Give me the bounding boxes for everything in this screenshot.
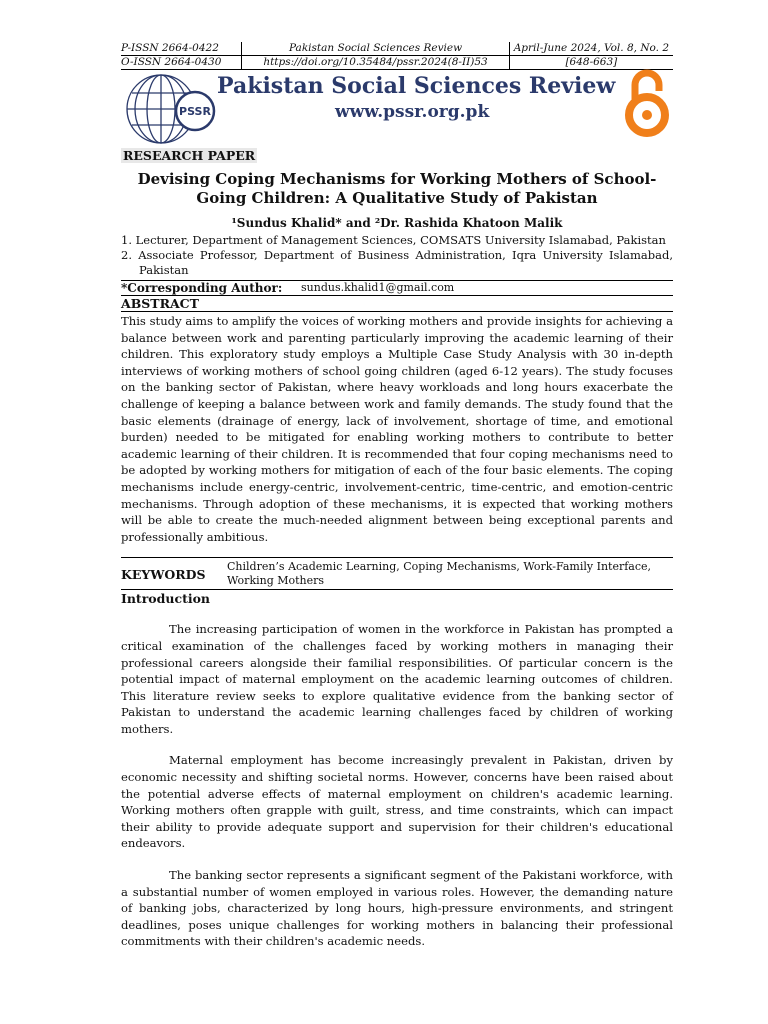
body-paragraph: The increasing participation of women in the workforce in Pakistan has prompted a critical examination of the challenges faced by working mothers in managing their professional careers alongside their familial responsibilities. Of particular concern is the potential impact of maternal employment on the academic learning outcomes of children. This literature review seeks to explore qualitative evidence from the banking sector of Pakistan to understand the academic learning challenges faced by children of working mothers.: [121, 622, 673, 736]
journal-short-name: Pakistan Social Sciences Review: [242, 42, 509, 56]
introduction-heading: Introduction: [121, 589, 673, 607]
journal-title: Pakistan Social Sciences Review: [217, 73, 616, 99]
journal-banner: [121, 73, 673, 145]
body-paragraph: The banking sector represents a significant segment of the Pakistani workforce, with a substantial number of women employed in various roles. However, the demanding nature of banking jobs, characterized by long hours, high-pressure environments, and stringent deadlines, poses unique challenges for working mothers in balancing their professional commitments with their children's academic needs.: [121, 868, 673, 949]
affiliations: [121, 233, 673, 278]
affiliation-item: 2. Associate Professor, Department of Business Administration, Iqra University Islamabad, Pakistan: [121, 248, 673, 277]
paper-type-label: RESEARCH PAPER: [123, 148, 256, 163]
paper-page: [121, 42, 673, 950]
author-line: ¹Sundus Khalid* and ²Dr. Rashida Khatoon Malik: [231, 216, 563, 230]
corresponding-author-row: [121, 280, 673, 295]
affiliation-item: 1. Lecturer, Department of Management Sciences, COMSATS University Islamabad, Pakistan: [121, 233, 666, 247]
abstract-text: This study aims to amplify the voices of working mothers and provide insights for achieving a balance between work and parenting particularly improving the academic learning of their children. This exploratory study employs a Multiple Case Study Analysis with 30 in-depth interviews of working mothers of school going children (aged 6-12 years). The study focuses on the banking sector of Pakistan, where heavy workloads and long hours exacerbate the challenge of keeping a balance between work and family demands. The study found that the basic elements (drainage of energy, lack of involvement, shortage of time, and emotional burden) needed to be mitigated for enabling working mothers to contribute to better academic learning of their children. It is recommended that four coping mechanisms need to be adopted by working mothers for mitigation of each of the four basic elements. The coping mechanisms include energy-centric, involvement-centric, time-centric, and emotion-centric mechanisms. Through adoption of these mechanisms, it is expected that working mothers will be able to create the much-needed alignment between being exceptional parents and professionally ambitious.: [121, 314, 673, 544]
corresponding-author-label: *Corresponding Author:: [121, 281, 283, 295]
keywords-text: Children’s Academic Learning, Coping Mechanisms, Work-Family Interface, Working Mothers: [227, 560, 652, 588]
doi-link[interactable]: https://doi.org/10.35484/pssr.2024(8-II)53: [242, 56, 509, 70]
p-issn: P-ISSN 2664-0422: [121, 42, 242, 56]
globe-logo-icon: [121, 73, 217, 145]
logo-text: PSSR: [179, 105, 211, 118]
issue-info: April-June 2024, Vol. 8, No. 2: [509, 42, 673, 56]
page-range: [648-663]: [509, 56, 673, 70]
keywords-row: [121, 557, 673, 588]
header-meta-table: [121, 42, 673, 70]
body-paragraph: Maternal employment has become increasingly prevalent in Pakistan, driven by economic necessity and shifting societal norms. However, concerns have been raised about the potential adverse effects of maternal employment on children's academic learning. Working mothers often grapple with guilt, stress, and time constraints, which can impact their ability to provide adequate support and supervision for their children's educational endeavors.: [121, 753, 673, 851]
journal-url[interactable]: www.pssr.org.pk: [335, 102, 490, 122]
corresponding-email[interactable]: sundus.khalid1@gmail.com: [301, 281, 455, 294]
abstract-heading: ABSTRACT: [121, 295, 673, 312]
keywords-label: KEYWORDS: [121, 566, 206, 582]
open-access-icon: [621, 69, 673, 139]
o-issn: O-ISSN 2664-0430: [121, 56, 242, 70]
paper-title: Devising Coping Mechanisms for Working Mothers of School-Going Children: A Qualitative Study of Pakistan: [137, 170, 657, 207]
